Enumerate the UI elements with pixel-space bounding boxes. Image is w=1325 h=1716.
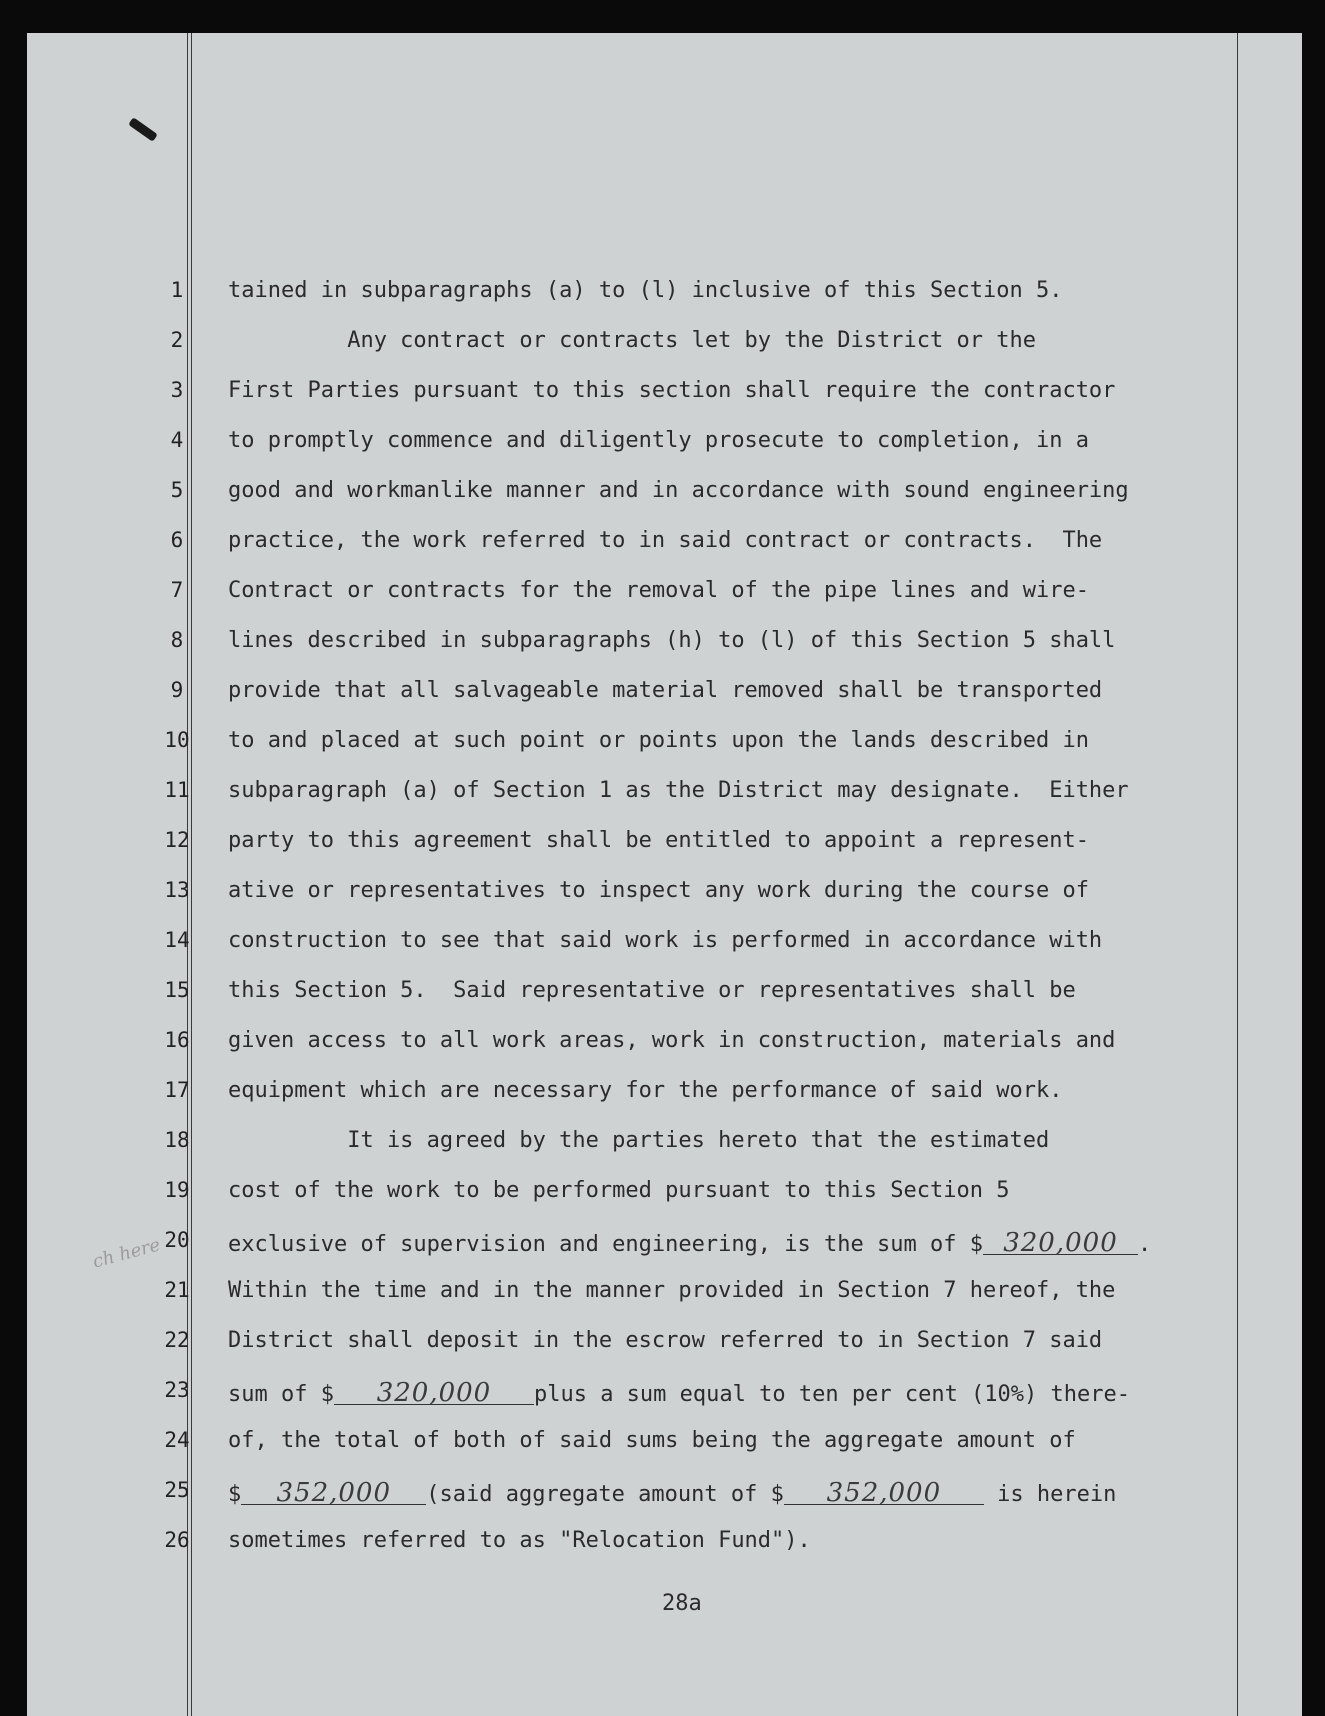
amount-blank-2 <box>334 1378 534 1408</box>
line-number: 1 <box>170 278 184 302</box>
line-number: 5 <box>170 478 184 502</box>
line-number: 8 <box>170 628 184 652</box>
text-line-25: $ 352,000 (said aggregate amount of $ 352,000 is herein <box>228 1478 1117 1508</box>
text-line-23: sum of $ 320,000 plus a sum equal to ten per cent (10%) there- <box>228 1378 1130 1408</box>
text-line-20: exclusive of supervision and engineering, is the sum of $ 320,000 . <box>228 1228 1152 1258</box>
line-number: 18 <box>164 1128 190 1152</box>
text-line: Contract or contracts for the removal of the pipe lines and wire- <box>228 578 1089 603</box>
line-number: 16 <box>164 1028 190 1052</box>
text-line: subparagraph (a) of Section 1 as the District may designate. Either <box>228 778 1129 803</box>
line-number: 4 <box>170 428 184 452</box>
handwritten-margin-note: ch here <box>90 1234 163 1273</box>
handwritten-amount: 352,000 <box>826 1478 942 1508</box>
handwritten-amount: 320,000 <box>1003 1228 1118 1258</box>
text-line: to and placed at such point or points upon the lands described in <box>228 728 1089 753</box>
line-number: 11 <box>164 778 190 802</box>
text-line: construction to see that said work is performed in accordance with <box>228 928 1103 953</box>
text-line: It is agreed by the parties hereto that the estimated <box>228 1128 1050 1153</box>
text-line-21: Within the time and in the manner provided in Section 7 hereof, the <box>228 1278 1116 1303</box>
line-number: 14 <box>164 928 190 952</box>
text-line: provide that all salvageable material removed shall be transported <box>228 678 1103 703</box>
amount-blank-1 <box>983 1228 1138 1258</box>
text-line: to promptly commence and diligently prosecute to completion, in a <box>228 428 1089 453</box>
margin-rule-right <box>1237 33 1238 1716</box>
text-line: this Section 5. Said representative or representatives shall be <box>228 978 1076 1003</box>
text-line-22: District shall deposit in the escrow referred to in Section 7 said <box>228 1328 1103 1353</box>
line-number: 15 <box>164 978 190 1002</box>
document-page <box>27 33 1302 1716</box>
text-line: given access to all work areas, work in construction, materials and <box>228 1028 1116 1053</box>
line-number: 10 <box>164 728 190 752</box>
line-number: 21 <box>164 1278 190 1302</box>
text-line: good and workmanlike manner and in accordance with sound engineering <box>228 478 1129 503</box>
line-number: 19 <box>164 1178 190 1202</box>
text-line-26: sometimes referred to as "Relocation Fund"). <box>228 1528 811 1553</box>
text-line: practice, the work referred to in said contract or contracts. The <box>228 528 1103 553</box>
line-number: 12 <box>164 828 190 852</box>
text-line: Any contract or contracts let by the District or the <box>228 328 1036 353</box>
text-line: tained in subparagraphs (a) to (l) inclusive of this Section 5. <box>228 278 1063 303</box>
handwritten-amount: 320,000 <box>376 1378 492 1408</box>
text-line: lines described in subparagraphs (h) to (l) of this Section 5 shall <box>228 628 1116 653</box>
line-number: 26 <box>164 1528 190 1552</box>
amount-blank-4 <box>784 1478 984 1508</box>
amount-blank-3 <box>241 1478 426 1508</box>
page-number: 28a <box>662 1591 702 1616</box>
line-number: 24 <box>164 1428 190 1452</box>
ink-mark <box>128 117 158 142</box>
text-line: First Parties pursuant to this section shall require the contractor <box>228 378 1116 403</box>
line-number: 13 <box>164 878 190 902</box>
line-number: 20 <box>164 1228 190 1252</box>
line-number: 7 <box>170 578 184 602</box>
line-number: 22 <box>164 1328 190 1352</box>
line-number: 17 <box>164 1078 190 1102</box>
line-number: 6 <box>170 528 184 552</box>
text-line: equipment which are necessary for the performance of said work. <box>228 1078 1063 1103</box>
line-number: 2 <box>170 328 184 352</box>
handwritten-amount: 352,000 <box>276 1478 392 1508</box>
text-line: ative or representatives to inspect any work during the course of <box>228 878 1089 903</box>
line-number: 25 <box>164 1478 190 1502</box>
line-number: 9 <box>170 678 184 702</box>
text-line: party to this agreement shall be entitled to appoint a represent- <box>228 828 1089 853</box>
line-number: 23 <box>164 1378 190 1402</box>
text-line-24: of, the total of both of said sums being the aggregate amount of <box>228 1428 1076 1453</box>
line-number: 3 <box>170 378 184 402</box>
text-line: cost of the work to be performed pursuant to this Section 5 <box>228 1178 1010 1203</box>
